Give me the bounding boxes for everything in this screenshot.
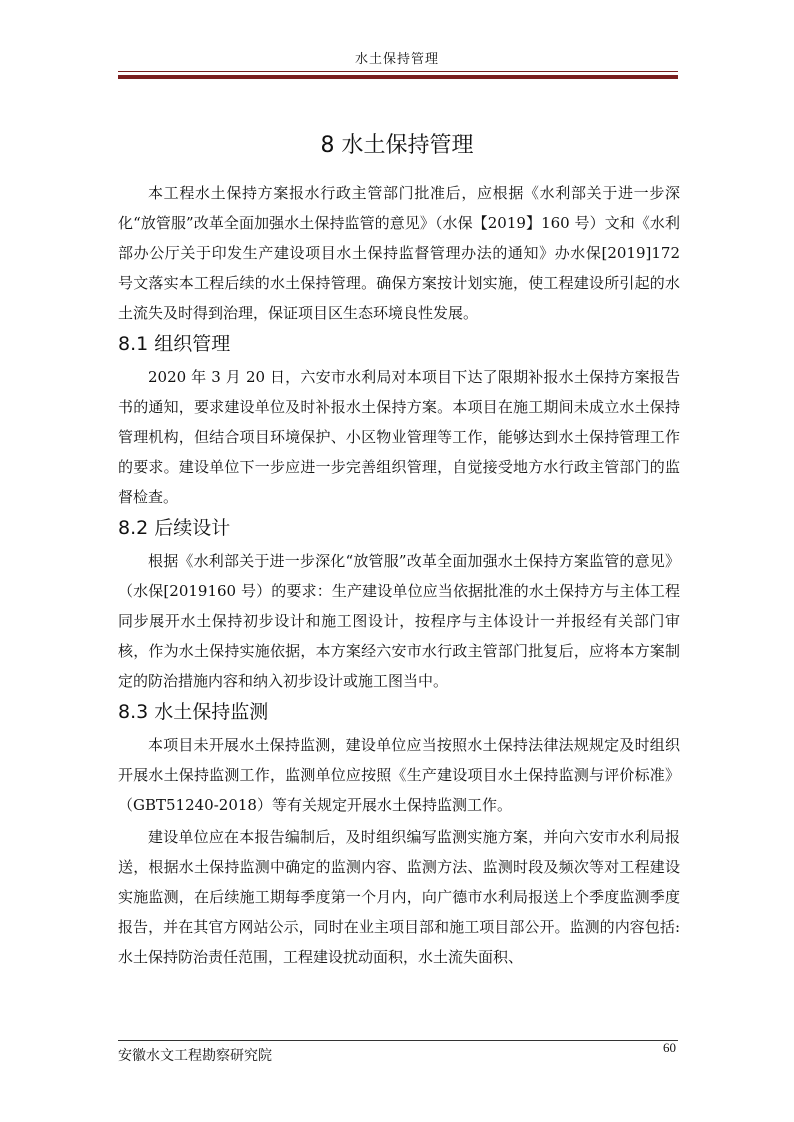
header-rule-thin bbox=[118, 71, 678, 72]
section-8-3-paragraph-2: 建设单位应在本报告编制后，及时组织编写监测实施方案，并向六安市水利局报送，根据水土保持监测中确定的监测内容、监测方法、监测时段及频次等对工程建设实施监测，在后续施工期每季度第一个月内，向广德市水利局报送上个季度监测季度报告，并在其官方网站公示，同时在业主项目部和施工项目部公开。监测的内容包括:水土保持防治责任范围，工程建设扰动面积，水土流失面积、 bbox=[118, 828, 680, 966]
header-rule-thick bbox=[118, 75, 678, 79]
section-8-2-paragraph: 根据《水利部关于进一步深化“放管服”改革全面加强水土保持方案监管的意见》（水保[2019160 号）的要求：生产建设单位应当依据批准的水土保持方与主体工程同步展开水土保持初步设计和施工图设计，按程序与主体设计一并报经有关部门审核，作为水土保持实施依据，本方案经六安市水行政主管部门批复后，应将本方案制定的防治措施内容和纳入初步设计或施工图当中。 bbox=[118, 552, 680, 690]
intro-paragraph: 本工程水土保持方案报水行政主管部门批准后，应根据《水利部关于进一步深化“放管服”改革全面加强水土保持监管的意见》（水保【2019】160 号）文和《水利部办公厅关于印发生产建设项目水土保持监督管理办法的通知》办水保[2019]172 号文落实本工程后续的水土保持管理。确保方案按计划实施，使工程建设所引起的水土流失及时得到治理，保证项目区生态环境良性发展。 bbox=[118, 184, 680, 322]
section-title-8-3: 8.3 水土保持监测 bbox=[118, 701, 269, 723]
footer-rule bbox=[118, 1040, 678, 1041]
section-8-1-paragraph: 2020 年 3 月 20 日，六安市水利局对本项目下达了限期补报水土保持方案报告书的通知，要求建设单位及时补报水土保持方案。本项目在施工期间未成立水土保持管理机构，但结合项目环境保护、小区物业管理等工作，能够达到水土保持管理工作的要求。建设单位下一步应进一步完善组织管理，自觉接受地方水行政主管部门的监督检查。 bbox=[118, 368, 680, 506]
page-number: 60 bbox=[663, 1040, 676, 1055]
section-title-8-1: 8.1 组织管理 bbox=[118, 333, 231, 355]
body-content bbox=[118, 178, 680, 972]
running-header: 水土保持管理 bbox=[354, 52, 439, 67]
section-title-8-2: 8.2 后续设计 bbox=[118, 517, 231, 539]
chapter-title: 8 水土保持管理 bbox=[320, 133, 474, 158]
footer-organization: 安徽水文工程勘察研究院 bbox=[118, 1048, 272, 1064]
section-8-3-paragraph-1: 本项目未开展水土保持监测，建设单位应当按照水土保持法律法规规定及时组织开展水土保持监测工作，监测单位应按照《生产建设项目水土保持监测与评价标准》（GBT51240-2018）等有关规定开展水土保持监测工作。 bbox=[118, 736, 680, 814]
